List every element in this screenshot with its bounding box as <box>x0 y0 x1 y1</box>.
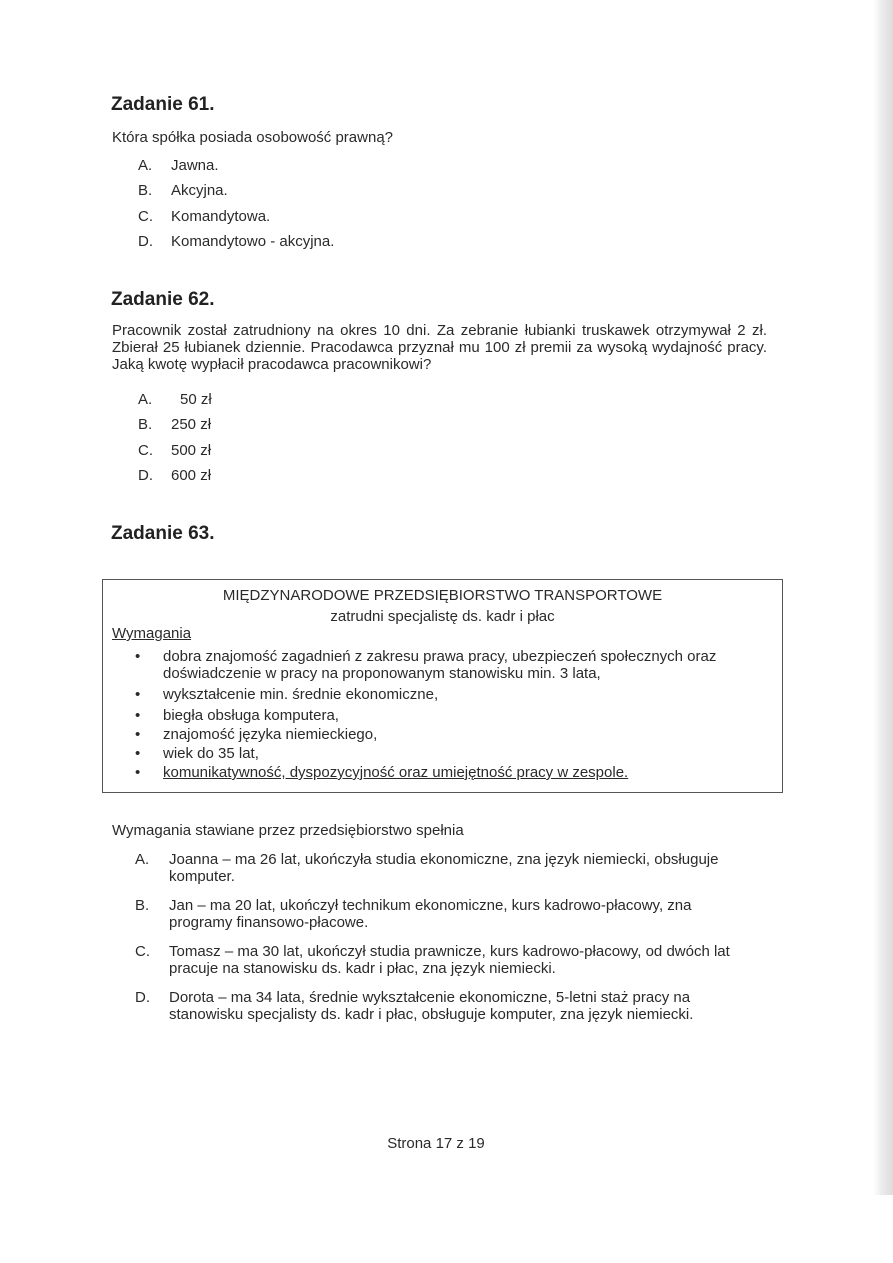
ad-requirements-list <box>135 648 780 783</box>
requirement-item <box>135 764 780 781</box>
requirement-item <box>135 726 780 743</box>
job-advertisement-box <box>102 579 783 793</box>
option-text: 500 zł <box>171 441 212 459</box>
page-edge-shadow <box>873 0 893 1195</box>
task-62-question: Pracownik został zatrudniony na okres 10 dni. Za zebranie łubianki truskawek otrzymywał 2 zł. Zbierał 25 łubianek dziennie. Pracodawca przyznał mu 100 zł premii za wysoką wydajność pracy. Jaką kwotę wypłacił pracodawca pracownikowi? <box>112 322 767 373</box>
task-63-option-b <box>135 897 755 931</box>
task-61-option-d <box>138 233 334 258</box>
requirement-text: biegła obsługa komputera, <box>163 707 339 724</box>
task-62-option-a <box>138 391 212 416</box>
option-letter: B. <box>135 897 150 914</box>
option-text: 250 zł <box>171 416 212 434</box>
option-text: Tomasz – ma 30 lat, ukończył studia prawnicze, kurs kadrowo-płacowy, od dwóch lat pracuje na stanowisku ds. kadr i płac, zna język niemiecki. <box>169 943 730 977</box>
ad-requirements-label: Wymagania <box>112 625 192 642</box>
ad-subtitle: zatrudni specjalistę ds. kadr i płac <box>330 608 555 625</box>
bullet-icon: • <box>135 745 141 762</box>
task-63-option-d <box>135 989 755 1023</box>
option-text: Dorota – ma 34 lata, średnie wykształcenie ekonomiczne, 5-letni staż pracy na stanowisku specjalisty ds. kadr i płac, obsługuje komputer, zna język niemiecki. <box>169 989 694 1023</box>
option-letter: D. <box>138 232 153 250</box>
requirement-item <box>135 745 780 762</box>
requirement-item <box>135 686 780 703</box>
option-letter: B. <box>138 182 153 200</box>
task-61-question: Która spółka posiada osobowość prawną? <box>112 129 394 146</box>
task-62-option-c <box>138 442 212 467</box>
task-61-option-c <box>138 208 334 233</box>
task-61-option-b <box>138 182 334 207</box>
task-61-option-a <box>138 157 334 182</box>
option-text: Komandytowa. <box>171 207 271 225</box>
bullet-icon: • <box>135 707 141 724</box>
option-text: Joanna – ma 26 lat, ukończyła studia ekonomiczne, zna język niemiecki, obsługuje komputer. <box>169 851 719 885</box>
task-62-option-d <box>138 467 212 492</box>
option-text: 50 zł <box>180 391 212 408</box>
task-63-heading: Zadanie 63. <box>111 523 215 544</box>
option-letter: D. <box>135 989 150 1006</box>
requirement-text: dobra znajomość zagadnień z zakresu prawa pracy, ubezpieczeń społecznych oraz doświadczenie w pracy na proponowanym stanowisku min. 3 lata, <box>163 648 717 682</box>
task-61-heading: Zadanie 61. <box>111 94 215 115</box>
option-letter: A. <box>135 851 150 868</box>
option-text: Jan – ma 20 lat, ukończył technikum ekonomiczne, kurs kadrowo-płacowy, zna programy finansowo-płacowe. <box>169 897 692 931</box>
requirement-text: wiek do 35 lat, <box>163 745 259 762</box>
bullet-icon: • <box>135 648 141 665</box>
option-text: 600 zł <box>171 466 212 484</box>
option-letter: A. <box>138 391 153 408</box>
task-63-option-a <box>135 851 755 885</box>
task-61-options <box>138 157 334 258</box>
option-letter: B. <box>138 416 153 434</box>
option-letter: C. <box>138 207 153 225</box>
task-62-heading: Zadanie 62. <box>111 289 215 310</box>
option-text: Akcyjna. <box>171 182 228 200</box>
task-63-option-c <box>135 943 755 977</box>
ad-title: MIĘDZYNARODOWE PRZEDSIĘBIORSTWO TRANSPORTOWE <box>222 587 663 604</box>
option-text: Komandytowo - akcyjna. <box>171 232 335 250</box>
task-62-options <box>138 391 212 492</box>
task-63-options <box>135 851 755 1035</box>
requirement-item <box>135 707 780 724</box>
page-number: Strona 17 z 19 <box>387 1135 485 1152</box>
option-text: Jawna. <box>171 157 219 174</box>
requirement-text: znajomość języka niemieckiego, <box>163 726 378 743</box>
bullet-icon: • <box>135 686 141 703</box>
requirement-text: wykształcenie min. średnie ekonomiczne, <box>163 686 439 703</box>
requirement-item <box>135 648 780 682</box>
bullet-icon: • <box>135 764 141 781</box>
option-letter: A. <box>138 157 153 174</box>
task-63-question: Wymagania stawiane przez przedsiębiorstwo spełnia <box>112 822 464 839</box>
requirement-text: komunikatywność, dyspozycyjność oraz umiejętność pracy w zespole. <box>163 764 629 781</box>
option-letter: C. <box>135 943 150 960</box>
option-letter: D. <box>138 466 153 484</box>
option-letter: C. <box>138 441 153 459</box>
bullet-icon: • <box>135 726 141 743</box>
task-62-option-b <box>138 416 212 441</box>
